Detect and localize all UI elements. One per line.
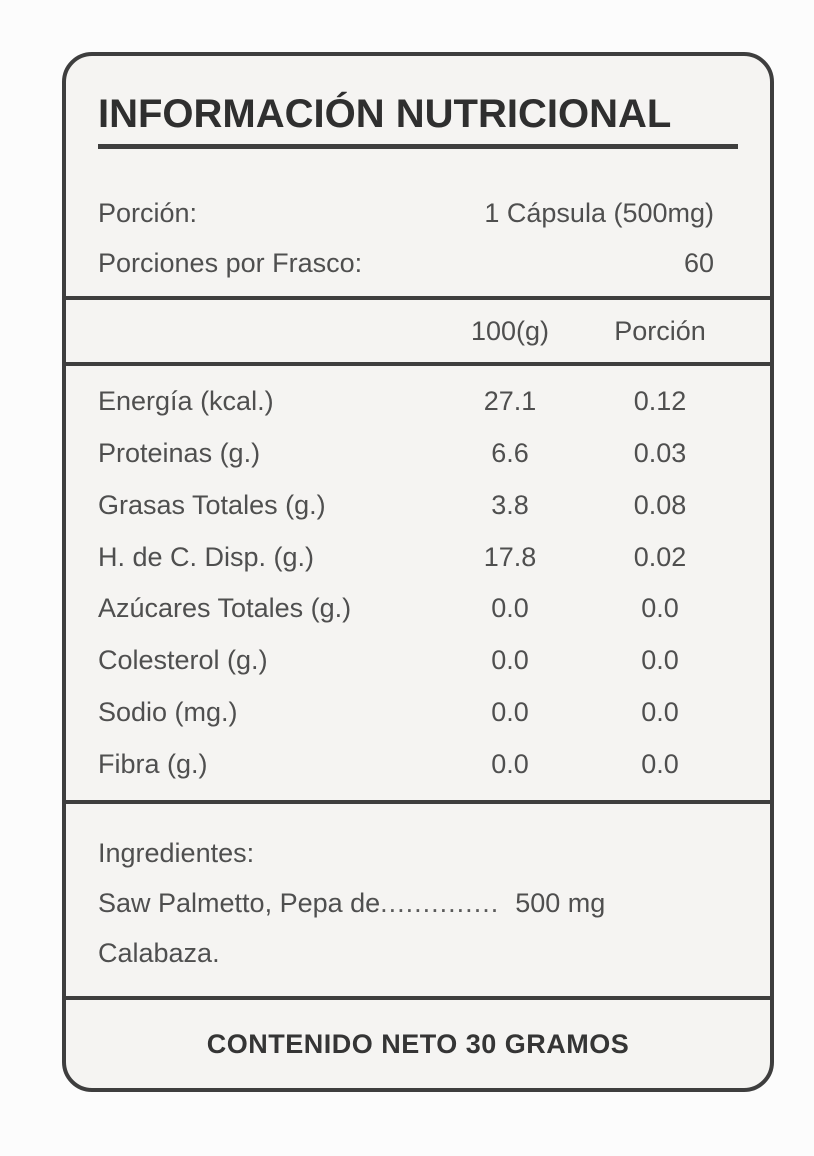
table-row [66, 697, 770, 728]
ingredients-section [66, 800, 770, 996]
header-section [66, 56, 770, 296]
nutrient-name: Energía (kcal.) [98, 386, 274, 417]
net-content-text: CONTENIDO NETO 30 GRAMOS [206, 1028, 630, 1059]
ingredient-amount: 500 mg [515, 888, 606, 918]
nutrient-per100: 27.1 [483, 386, 537, 417]
table-row [66, 645, 770, 676]
table-row [66, 386, 770, 417]
servings-per-container-label: Porciones por Frasco: [98, 248, 363, 278]
serving-size-label: Porción: [98, 198, 198, 228]
servings-per-container-row [98, 247, 738, 279]
nutrient-portion: 0.0 [641, 748, 679, 779]
column-header-row [66, 316, 770, 347]
table-row [66, 438, 770, 469]
nutrient-name: Colesterol (g.) [98, 645, 268, 676]
table-row [66, 490, 770, 521]
nutrient-name: Proteinas (g.) [98, 438, 261, 469]
nutrient-table [66, 362, 770, 800]
page-title: INFORMACIÓN NUTRICIONAL [98, 92, 672, 136]
table-row [66, 542, 770, 573]
column-header-portion: Porción [614, 315, 706, 346]
nutrient-name: H. de C. Disp. (g.) [98, 541, 315, 572]
nutrient-per100: 0.0 [491, 696, 529, 727]
column-header-100g: 100(g) [470, 315, 550, 346]
serving-info [98, 197, 738, 279]
table-row [66, 593, 770, 624]
nutrient-name: Fibra (g.) [98, 748, 208, 779]
column-header-section [66, 296, 770, 362]
ingredients-line-2: Calabaza. [98, 938, 220, 968]
nutrient-name: Grasas Totales (g.) [98, 489, 326, 520]
nutrient-per100: 0.0 [491, 593, 529, 624]
nutrient-portion: 0.03 [633, 438, 687, 469]
servings-per-container-value: 60 [683, 248, 714, 278]
net-content-section [66, 996, 770, 1088]
ingredients-heading: Ingredientes: [98, 838, 255, 868]
nutrient-per100: 17.8 [483, 541, 537, 572]
dotted-leader: .............. [380, 888, 500, 918]
nutrient-portion: 0.0 [641, 645, 679, 676]
title-underline [98, 144, 738, 149]
nutrition-label [62, 52, 774, 1092]
ingredients-text: Saw Palmetto, Pepa de [98, 888, 381, 918]
nutrient-portion: 0.12 [633, 386, 687, 417]
nutrient-per100: 0.0 [491, 748, 529, 779]
ingredients-line-1 [98, 878, 738, 928]
nutrient-portion: 0.02 [633, 541, 687, 572]
nutrient-portion: 0.0 [641, 593, 679, 624]
nutrient-name: Sodio (mg.) [98, 696, 238, 727]
nutrient-portion: 0.08 [633, 489, 687, 520]
nutrient-per100: 0.0 [491, 645, 529, 676]
serving-size-row [98, 197, 738, 229]
nutrient-name: Azúcares Totales (g.) [98, 593, 352, 624]
nutrient-per100: 6.6 [491, 438, 529, 469]
serving-size-value: 1 Cápsula (500mg) [484, 198, 714, 228]
nutrient-portion: 0.0 [641, 696, 679, 727]
table-row [66, 749, 770, 780]
nutrient-per100: 3.8 [491, 489, 529, 520]
